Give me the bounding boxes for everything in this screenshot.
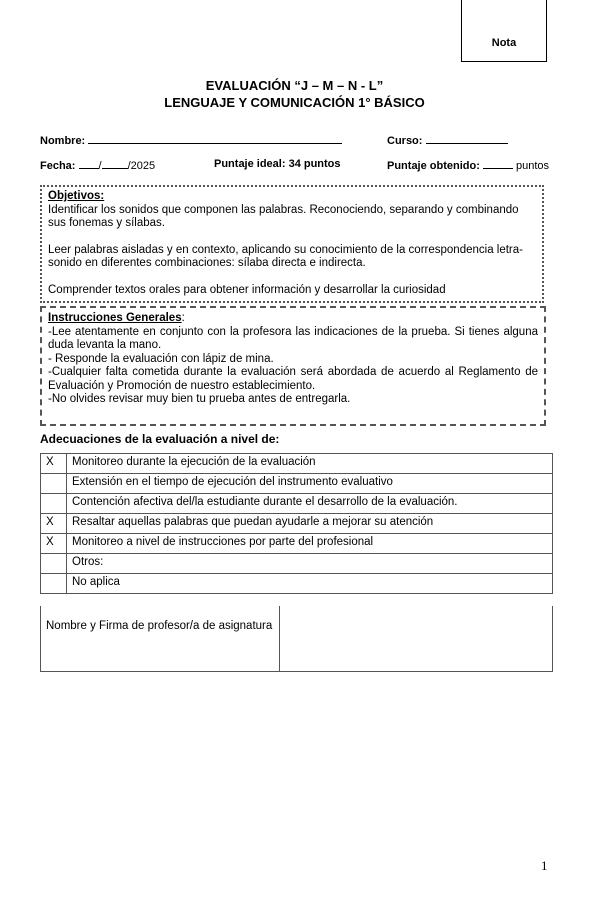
objectives-heading: Objetivos: [48, 190, 105, 202]
course-line [426, 133, 508, 144]
obtained-score-field[interactable] [387, 158, 549, 172]
instructions-heading-colon: : [181, 312, 185, 324]
row-checkbox[interactable]: X [41, 534, 67, 554]
objectives-box [40, 185, 544, 303]
name-field[interactable] [40, 133, 342, 147]
table-row [41, 454, 553, 474]
instructions-box [40, 306, 546, 426]
row-text: Monitoreo durante la ejecución de la evaluación [67, 454, 553, 474]
exam-subtitle: LENGUAJE Y COMUNICACIÓN 1° BÁSICO [164, 95, 425, 110]
exam-title: EVALUACIÓN “J – M – N - L” [205, 78, 384, 93]
signature-label: Nombre y Firma de profesor/a de asignatura [41, 606, 280, 671]
row-checkbox[interactable] [41, 474, 67, 494]
course-field[interactable] [387, 133, 508, 147]
row-text: No aplica [67, 574, 553, 594]
grade-label: Nota [491, 37, 517, 49]
date-month-line [102, 158, 128, 169]
table-row [41, 574, 553, 594]
objective-item: Leer palabras aisladas y en contexto, aplicando su conocimiento de la correspondencia letra-sonido en diferentes combinaciones: sílaba directa e indirecta. [48, 243, 523, 269]
course-label: Curso: [387, 135, 423, 147]
table-row [41, 514, 553, 534]
row-text: Contención afectiva del/la estudiante durante el desarrollo de la evaluación. [67, 494, 553, 514]
objective-item: Identificar los sonidos que componen las palabras. Reconociendo, separando y combinando sus fonemas y sílabas. [48, 203, 519, 229]
signature-field[interactable] [280, 606, 552, 671]
name-line [88, 133, 342, 144]
signature-area [40, 606, 553, 672]
row-checkbox[interactable] [41, 494, 67, 514]
table-row [41, 474, 553, 494]
table-row [41, 534, 553, 554]
adaptations-heading: Adecuaciones de la evaluación a nivel de: [40, 432, 280, 446]
table-row [41, 494, 553, 514]
row-text: Extensión en el tiempo de ejecución del instrumento evaluativo [67, 474, 553, 494]
adaptations-table [40, 453, 553, 594]
instructions-heading: Instrucciones Generales [48, 312, 182, 324]
grade-box [461, 0, 547, 62]
date-label: Fecha: [40, 160, 76, 172]
page-number: 1 [541, 858, 548, 873]
obtained-score-label: Puntaje obtenido: [387, 160, 480, 172]
row-text: Monitoreo a nivel de instrucciones por parte del profesional [67, 534, 553, 554]
instruction-item: -Cualquier falta cometida durante la evaluación será abordada de acuerdo al Reglamento de Evaluación y Promoción de nuestro establecimiento. [48, 366, 538, 392]
date-field[interactable] [40, 158, 155, 172]
name-label: Nombre: [40, 135, 86, 147]
row-text: Otros: [67, 554, 553, 574]
date-day-line [79, 158, 99, 169]
row-text: Resaltar aquellas palabras que puedan ayudarle a mejorar su atención [67, 514, 553, 534]
ideal-score: Puntaje ideal: 34 puntos [214, 158, 341, 170]
obtained-score-line [483, 158, 513, 169]
row-checkbox[interactable] [41, 554, 67, 574]
row-checkbox[interactable] [41, 574, 67, 594]
date-year: /2025 [127, 160, 156, 172]
instruction-item: -Lee atentamente en conjunto con la profesora las indicaciones de la prueba. Si tienes alguna duda levanta la mano. [48, 325, 538, 351]
instruction-item: - Responde la evaluación con lápiz de mina. [48, 352, 274, 365]
points-unit: puntos [516, 160, 550, 172]
date-separator: / [98, 160, 102, 172]
row-checkbox[interactable]: X [41, 454, 67, 474]
table-row [41, 554, 553, 574]
row-checkbox[interactable]: X [41, 514, 67, 534]
objective-item: Comprender textos orales para obtener información y desarrollar la curiosidad [48, 283, 446, 296]
instruction-item: -No olvides revisar muy bien tu prueba antes de entregarla. [48, 393, 351, 405]
